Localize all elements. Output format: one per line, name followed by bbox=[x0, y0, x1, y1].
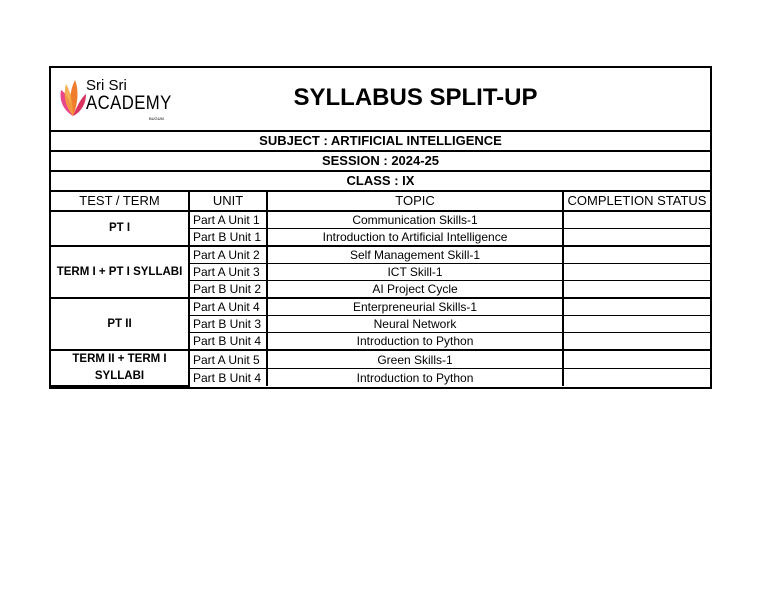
topic-cell: Green Skills-1 bbox=[267, 350, 563, 369]
status-cell[interactable] bbox=[563, 211, 710, 229]
table-row bbox=[51, 350, 710, 369]
syllabus-sheet bbox=[49, 66, 712, 389]
status-cell[interactable] bbox=[563, 229, 710, 247]
unit-cell: Part A Unit 1 bbox=[189, 211, 267, 229]
status-cell[interactable] bbox=[563, 246, 710, 264]
col-header-unit: UNIT bbox=[189, 192, 267, 211]
status-cell[interactable] bbox=[563, 281, 710, 299]
unit-cell: Part A Unit 3 bbox=[189, 264, 267, 281]
topic-cell: Introduction to Artificial Intelligence bbox=[267, 229, 563, 247]
topic-cell: Enterpreneurial Skills-1 bbox=[267, 298, 563, 316]
term-cell: TERM I + PT I SYLLABI bbox=[51, 246, 189, 298]
unit-cell: Part A Unit 5 bbox=[189, 350, 267, 369]
unit-cell: Part B Unit 3 bbox=[189, 316, 267, 333]
table-row bbox=[51, 298, 710, 316]
logo-line1: Sri Sri bbox=[86, 77, 127, 94]
table-row bbox=[51, 211, 710, 229]
term-cell: TERM II + TERM I SYLLABI bbox=[51, 350, 189, 386]
class-line: CLASS : IX bbox=[51, 172, 710, 192]
col-header-status: COMPLETION STATUS bbox=[563, 192, 710, 211]
col-header-topic: TOPIC bbox=[267, 192, 563, 211]
logo-line3: BUGUM bbox=[149, 116, 164, 121]
topic-cell: Introduction to Python bbox=[267, 369, 563, 386]
unit-cell: Part B Unit 4 bbox=[189, 369, 267, 386]
status-cell[interactable] bbox=[563, 369, 710, 386]
unit-cell: Part A Unit 4 bbox=[189, 298, 267, 316]
topic-cell: Neural Network bbox=[267, 316, 563, 333]
topic-cell: Self Management Skill-1 bbox=[267, 246, 563, 264]
session-line: SESSION : 2024-25 bbox=[51, 152, 710, 172]
subject-line: SUBJECT : ARTIFICIAL INTELLIGENCE bbox=[51, 132, 710, 152]
term-cell: PT I bbox=[51, 211, 189, 246]
table-row bbox=[51, 246, 710, 264]
status-cell[interactable] bbox=[563, 298, 710, 316]
logo-line2: ACADEMY bbox=[86, 93, 172, 114]
status-cell[interactable] bbox=[563, 316, 710, 333]
unit-cell: Part A Unit 2 bbox=[189, 246, 267, 264]
status-cell[interactable] bbox=[563, 350, 710, 369]
table-body bbox=[51, 211, 710, 386]
unit-cell: Part B Unit 1 bbox=[189, 229, 267, 247]
header bbox=[51, 68, 710, 132]
topic-cell: Communication Skills-1 bbox=[267, 211, 563, 229]
syllabus-table bbox=[51, 192, 710, 387]
page-title: SYLLABUS SPLIT-UP bbox=[293, 84, 538, 111]
unit-cell: Part B Unit 2 bbox=[189, 281, 267, 299]
topic-cell: AI Project Cycle bbox=[267, 281, 563, 299]
col-header-term: TEST / TERM bbox=[51, 192, 189, 211]
term-cell: PT II bbox=[51, 298, 189, 350]
topic-cell: ICT Skill-1 bbox=[267, 264, 563, 281]
status-cell[interactable] bbox=[563, 333, 710, 351]
status-cell[interactable] bbox=[563, 264, 710, 281]
topic-cell: Introduction to Python bbox=[267, 333, 563, 351]
unit-cell: Part B Unit 4 bbox=[189, 333, 267, 351]
